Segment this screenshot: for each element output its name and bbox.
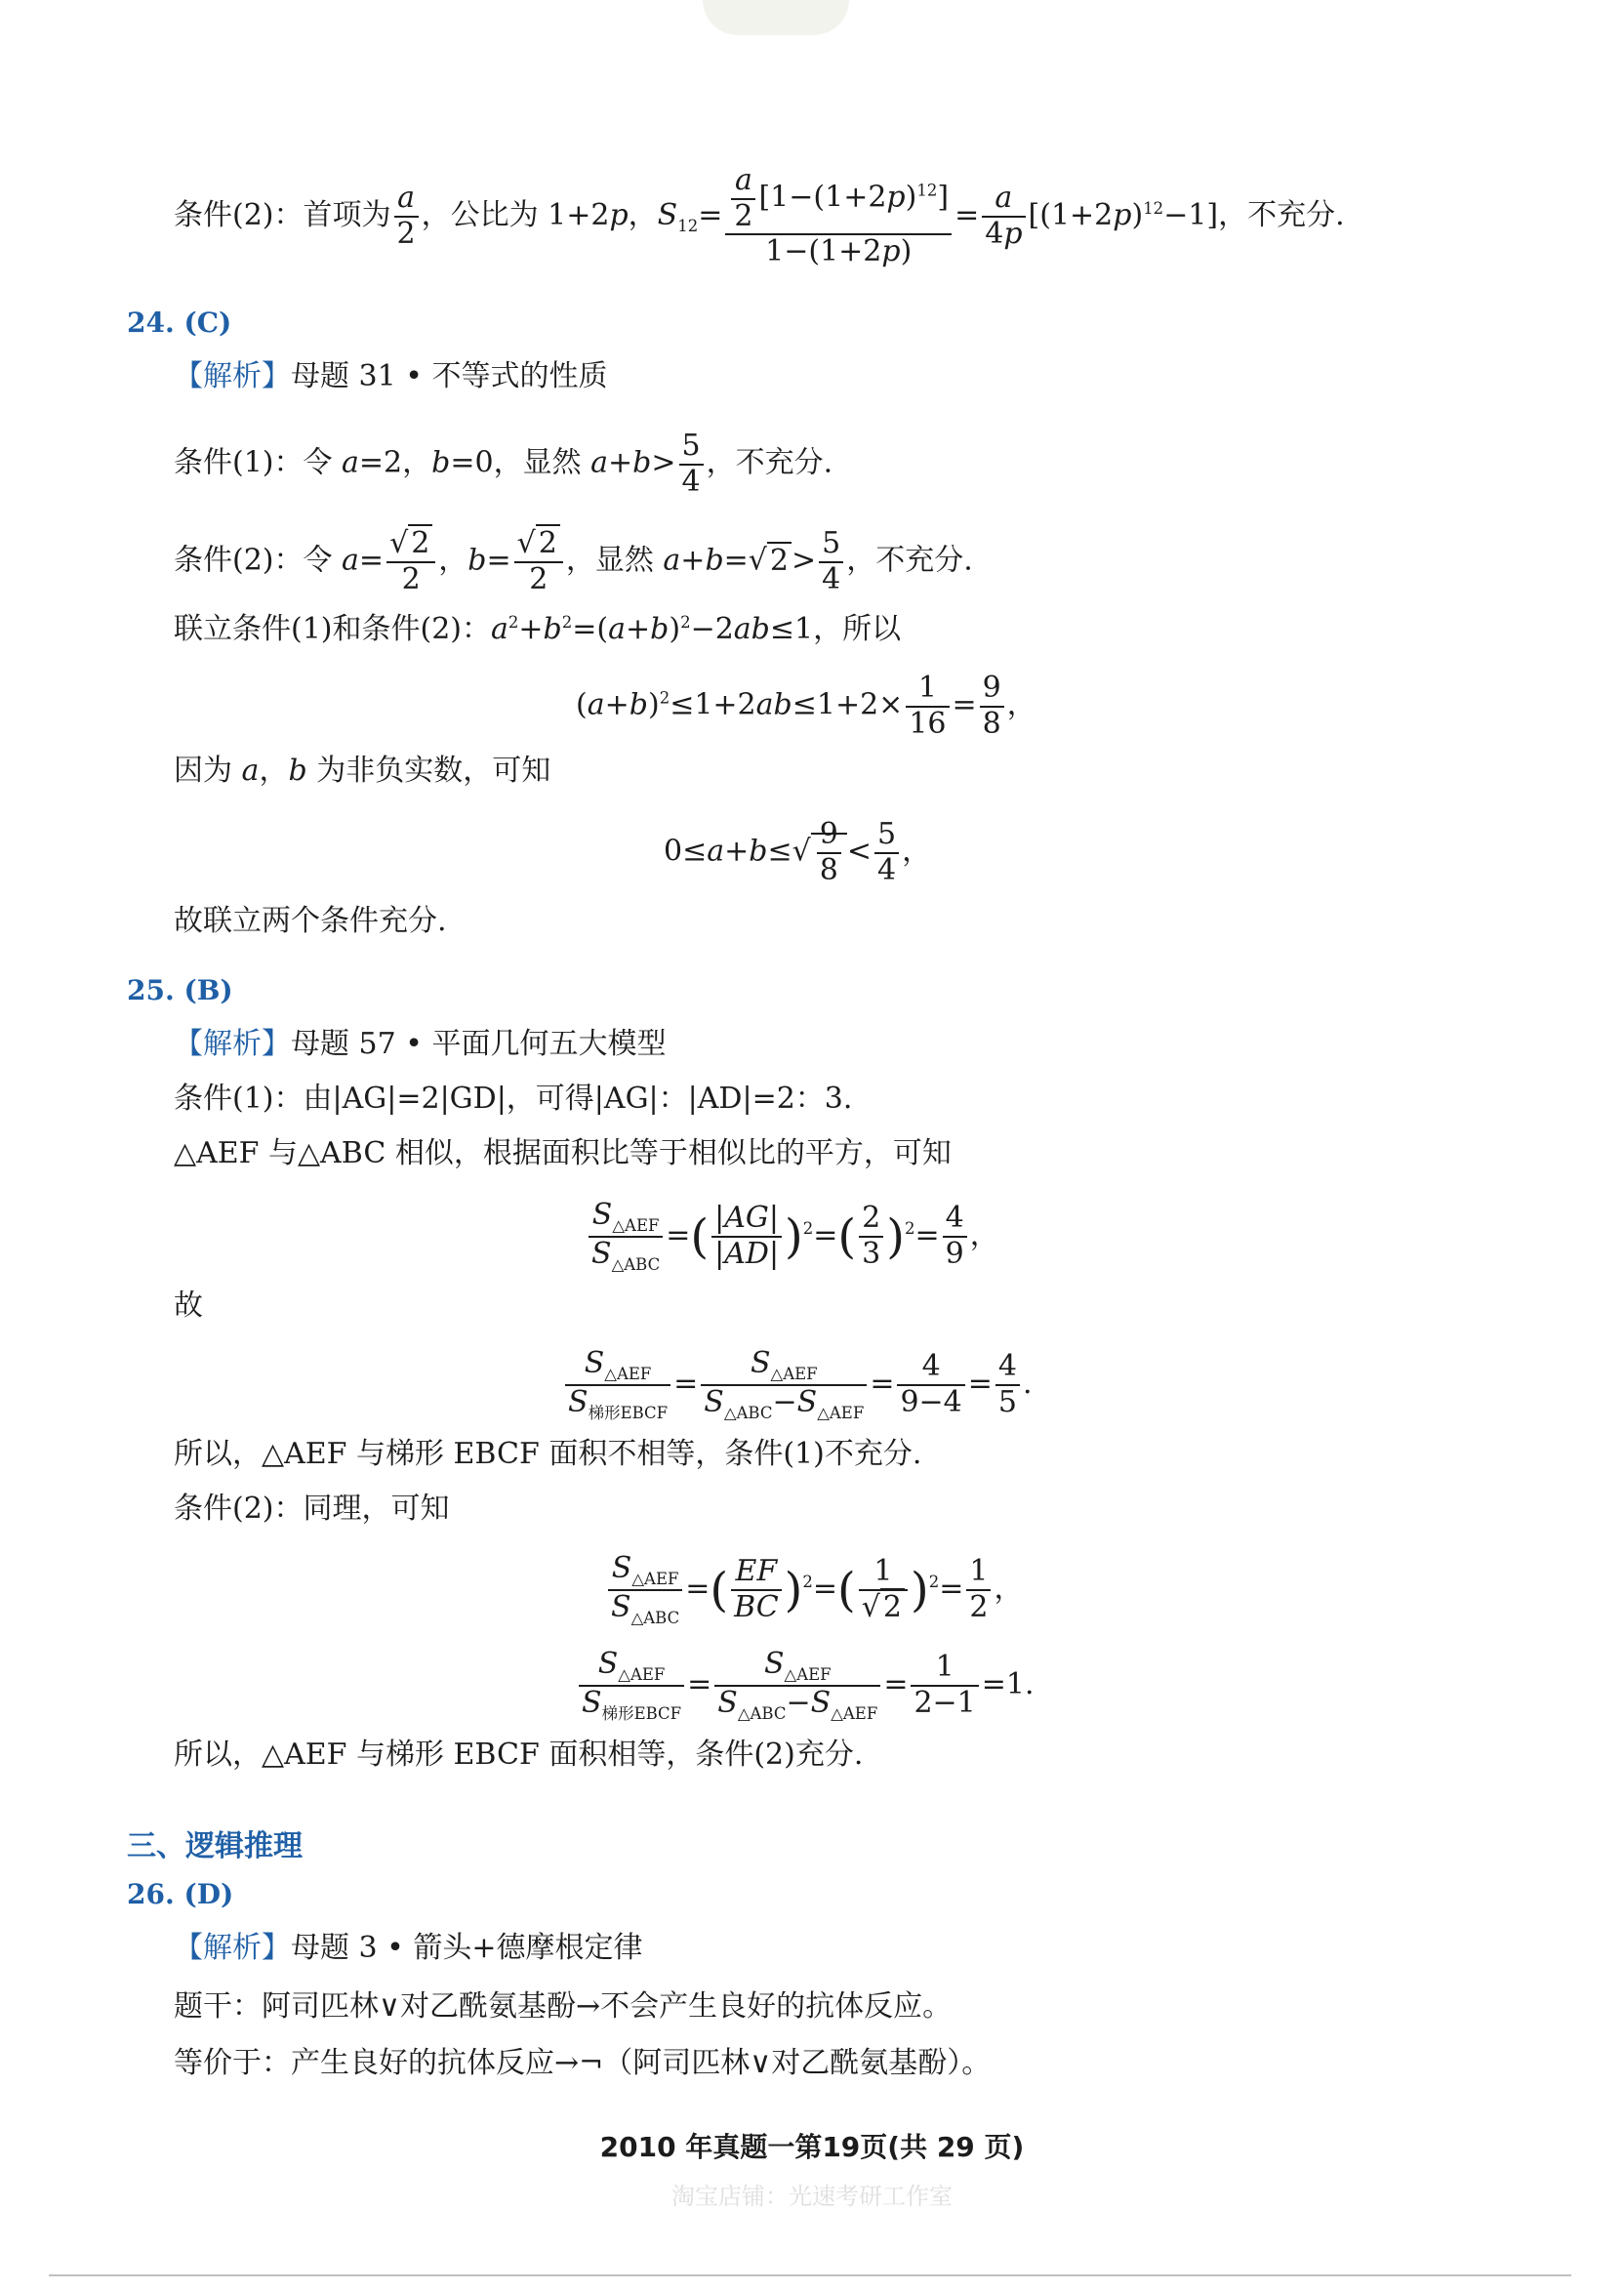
q26-answer: 26. (D) bbox=[127, 1878, 234, 1910]
q25-therefore: 故 bbox=[174, 1289, 203, 1323]
page-footer: 2010 年真题一第19页(共 29 页) bbox=[599, 2131, 1025, 2163]
q24-condition-1: 条件(1)：令 a=2，b=0，显然 a+b> $\frac{5}{4}$ ，不充分. bbox=[174, 429, 833, 499]
q25-condition-2: 条件(2)：同理，可知 bbox=[174, 1492, 450, 1526]
q24-equation-1: $(a+b)^2\le 1+2ab\le 1+2\times$ $\frac{1}{16}$ = $\frac{9}{8}$ ， bbox=[576, 671, 1036, 741]
q24-condition-2: 条件(2)：令 a= $\frac{√ 2}{2}$ ，b= $\frac{√ 2}{2}$ ，显然 a+b=√ 2 > $\frac{5}{4}$ ，不充分. bbox=[174, 526, 973, 596]
q25-equation-1: $\frac{S_{\triangle AEF}}{S_{\triangle ABC}}$ =( $\frac{|AG|}{|AD|}$ )$^2$=( $\frac{2}{3}$ )$^2$= $\frac{4}{9}$ ， bbox=[586, 1199, 999, 1275]
q24-answer: 24. (C) bbox=[127, 307, 232, 339]
q25-answer: 25. (B) bbox=[127, 974, 233, 1006]
top-stain bbox=[703, 0, 849, 35]
q25-condition-2-result: 所以，△AEF 与梯形 EBCF 面积相等，条件(2)充分. bbox=[174, 1738, 864, 1772]
q26-premise: 题干：阿司匹林∨对乙酰氨基酚→不会产生良好的抗体反应。 bbox=[174, 1989, 953, 2024]
q25-condition-1-result: 所以，△AEF 与梯形 EBCF 面积不相等，条件(1)不充分. bbox=[174, 1437, 922, 1471]
q25-analysis-header: 【解析】母题 57 • 平面几何五大模型 bbox=[174, 1027, 667, 1061]
q25-equation-3: $\frac{S_{\triangle AEF}}{S_{\triangle ABC}}$ =( $\frac{EF}{BC}$ )$^2$=( $\frac{1}{√ 2}$ )$^2$= $\frac{1}{2}$ ， bbox=[605, 1552, 1023, 1628]
q24-analysis-header: 【解析】母题 31 • 不等式的性质 bbox=[174, 359, 608, 393]
q24-nonneg-note: 因为 a，b 为非负实数，可知 bbox=[174, 754, 551, 788]
bottom-edge-line bbox=[49, 2274, 1571, 2276]
q25-equation-2: $\frac{S_{\triangle AEF}}{S_{梯形EBCF}}$ = $\frac{S_{\triangle AEF}}{S_{\triangle ABC}-S_{\triangle AEF}}$ = $\frac{4}{9-4}$ = $\frac{4}{5}$ . bbox=[562, 1347, 1033, 1423]
q26-equivalent: 等价于：产生良好的抗体反应→¬（阿司匹林∨对乙酰氨基酚）。 bbox=[174, 2046, 992, 2080]
q25-equation-4: $\frac{S_{\triangle AEF}}{S_{梯形EBCF}}$ = $\frac{S_{\triangle AEF}}{S_{\triangle ABC}-S_{\triangle AEF}}$ = $\frac{1}{2-1}$ =1. bbox=[576, 1648, 1035, 1724]
q24-equation-2: 0≤a+b≤√ $\frac{9}{8}$ < $\frac{5}{4}$ ， bbox=[664, 817, 932, 887]
section-logic-heading: 三、逻辑推理 bbox=[127, 1829, 303, 1863]
q24-condition-combined: 联立条件(1)和条件(2)：$a^2+b^2=(a+b)^2-2ab\le 1$，所以 bbox=[174, 612, 902, 646]
q25-condition-1: 条件(1)：由|AG|=2|GD|，可得|AG|：|AD|=2：3. bbox=[174, 1082, 853, 1116]
watermark-text: 淘宝店铺：光速考研工作室 bbox=[671, 2183, 953, 2210]
q25-similarity: △AEF 与△ABC 相似，根据面积比等于相似比的平方，可知 bbox=[174, 1136, 952, 1170]
q24-conclusion: 故联立两个条件充分. bbox=[174, 904, 447, 938]
condition-2-geometric: 条件(2)：首项为 $\frac{a}{2}$ ，公比为 1+2p，$S_{12}=$ $\frac{a}{2}$ $[1-(1+2p)^{12}]$ 1−(1+2p) = $\frac{a}{4p}$ $[(1+2p)^{12}-1]$，不充分. bbox=[174, 163, 1345, 268]
q26-analysis-header: 【解析】母题 3 • 箭头+德摩根定律 bbox=[174, 1931, 643, 1965]
